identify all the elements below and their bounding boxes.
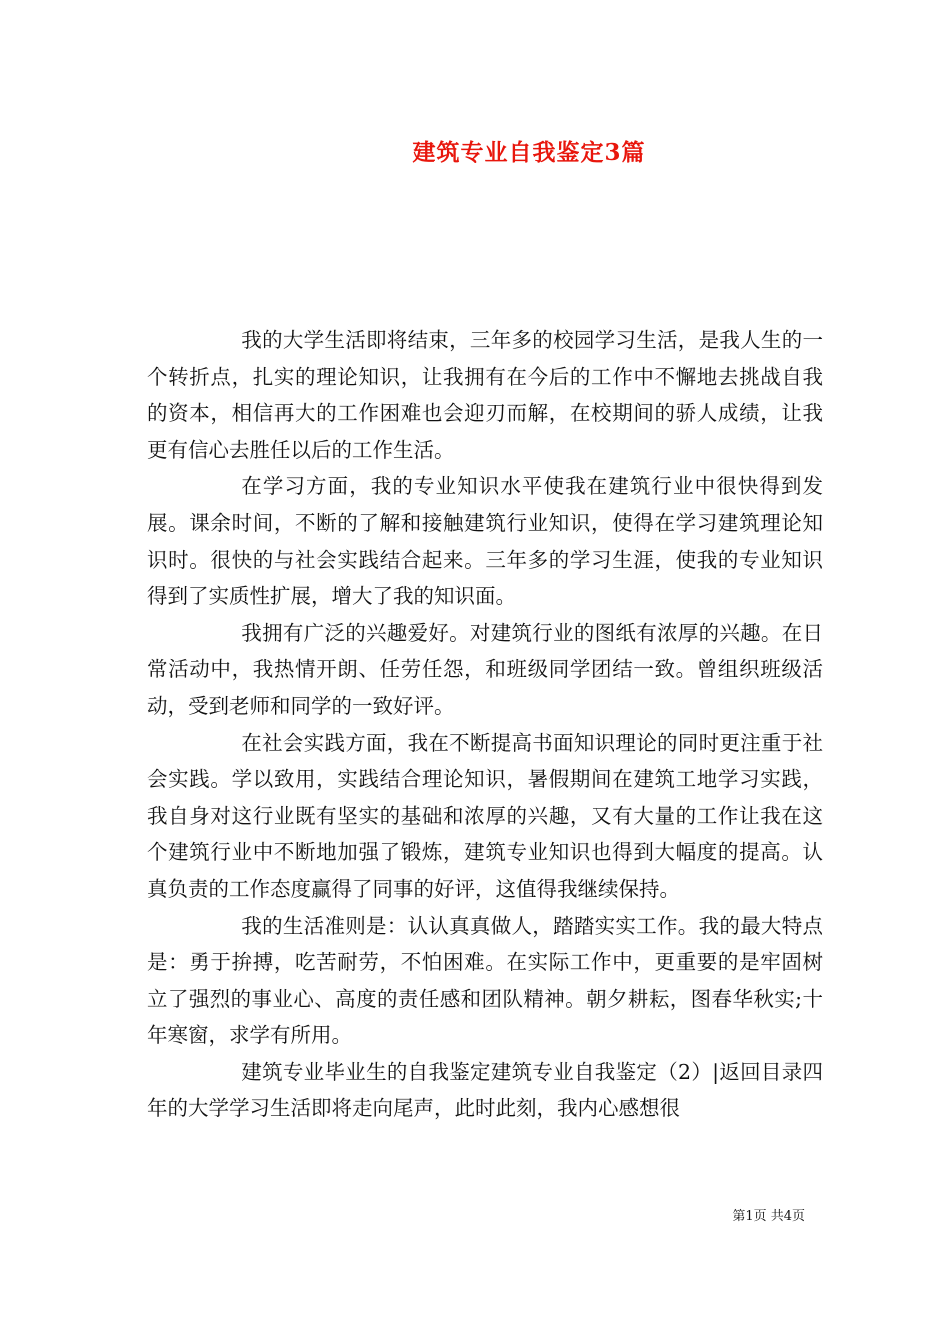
page-number: 第1页 共4页 — [732, 1209, 805, 1224]
paragraph: 我的生活准则是：认认真真做人，踏踏实实工作。我的最大特点是：勇于拚搏，吃苦耐劳，不怕困难。在实际工作中，更重要的是牢固树立了强烈的事业心、高度的责任感和团队精神。朝夕耕耘，图春华秋实;十年寒窗，求学有所用。 — [147, 913, 823, 1048]
paragraph: 在社会实践方面，我在不断提高书面知识理论的同时更注重于社会实践。学以致用，实践结合理论知识，暑假期间在建筑工地学习实践，我自身对这行业既有坚实的基础和浓厚的兴趣，又有大量的工作让我在这个建筑行业中不断地加强了锻炼，建筑专业知识也得到大幅度的提高。认真负责的工作态度赢得了同事的好评，这值得我继续保持。 — [147, 730, 823, 901]
paragraph: 建筑专业毕业生的自我鉴定建筑专业自我鉴定（2）|返回目录四年的大学学习生活即将走向尾声，此时此刻，我内心感想很 — [147, 1059, 823, 1121]
paragraph: 我的大学生活即将结束，三年多的校园学习生活，是我人生的一个转折点，扎实的理论知识，让我拥有在今后的工作中不懈地去挑战自我的资本，相信再大的工作困难也会迎刃而解，在校期间的骄人成绩，让我更有信心去胜任以后的工作生活。 — [147, 328, 823, 462]
document-title: 建筑专业自我鉴定3篇 — [412, 139, 646, 166]
paragraph: 在学习方面，我的专业知识水平使我在建筑行业中很快得到发展。课余时间，不断的了解和接触建筑行业知识，使得在学习建筑理论知识时。很快的与社会实践结合起来。三年多的学习生涯，使我的专业知识得到了实质性扩展，增大了我的知识面。 — [147, 474, 823, 609]
paragraph: 我拥有广泛的兴趣爱好。对建筑行业的图纸有浓厚的兴趣。在日常活动中，我热情开朗、任劳任怨，和班级同学团结一致。曾组织班级活动，受到老师和同学的一致好评。 — [147, 620, 823, 718]
document-body — [147, 322, 823, 1127]
